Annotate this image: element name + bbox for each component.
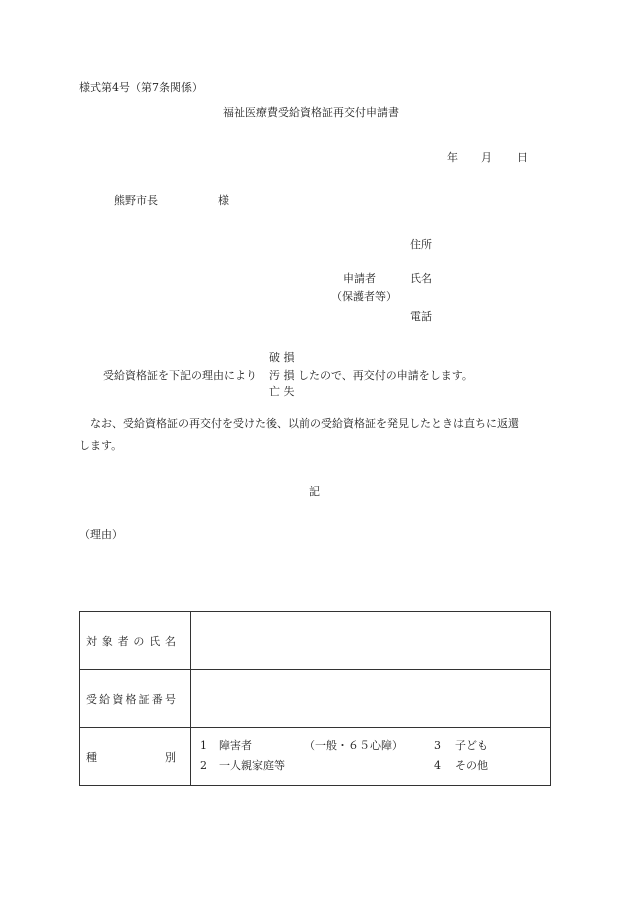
notice-line-1: なお、受給資格証の再交付を受けた後、以前の受給資格証を発見したときは直ちに返還 [90,417,519,430]
category-3-number: 3 [434,739,441,752]
category-4-label[interactable]: その他 [455,759,488,772]
ki-mark: 記 [309,485,320,498]
info-table [79,611,551,786]
cert-number-field[interactable] [191,670,551,728]
date-day: 日 [517,151,528,164]
addressee-honorific: 様 [218,194,229,207]
option-lost: 亡 失 [269,385,295,398]
category-2-label[interactable]: 一人親家庭等 [219,759,285,772]
category-3-label[interactable]: 子ども [455,739,488,752]
category-1-note: （一般・６５心障） [304,739,403,752]
request-text-after: したので、再交付の申請をします。 [298,369,473,382]
label-char: 証 [138,692,150,706]
label-char: 種 [86,750,97,764]
label-char: 氏 [149,634,161,648]
form-title: 福祉医療費受給資格証再交付申請書 [223,106,399,119]
target-name-label [80,612,191,670]
applicant-label: 申請者 [343,272,376,285]
cert-number-label [80,670,191,728]
category-1-number: 1 [200,739,207,752]
phone-label: 電話 [410,310,432,323]
table-row [80,612,551,670]
category-4-number: 4 [434,759,441,772]
label-char: の [133,634,145,648]
category-2-number: 2 [200,759,207,772]
form-number: 様式第4号（第7条関係） [79,81,203,94]
target-name-field[interactable] [191,612,551,670]
applicant-sub-label: （保護者等） [331,290,397,303]
category-options [191,728,551,786]
label-char: 対 [86,634,97,648]
label-char: 格 [125,692,137,706]
address-label: 住所 [410,238,432,251]
reason-label: （理由） [79,528,123,541]
notice-line-2: します。 [79,439,123,452]
label-char: 給 [99,692,111,706]
category-1-label[interactable]: 障害者 [219,739,252,752]
option-soiled: 汚 損 [269,369,295,382]
date-month: 月 [481,151,492,164]
label-char: 受 [86,692,97,706]
label-char: 資 [112,692,124,706]
table-row [80,670,551,728]
label-char: 別 [165,750,176,764]
addressee-mayor: 熊野市長 [114,194,158,207]
date-year: 年 [447,151,458,164]
table-row [80,728,551,786]
label-char: 者 [117,634,129,648]
label-char: 象 [101,634,113,648]
label-char: 号 [164,692,176,706]
option-damaged: 破 損 [269,351,295,364]
name-label: 氏名 [410,272,432,285]
category-label [80,728,191,786]
label-char: 名 [164,634,176,648]
label-char: 番 [151,692,163,706]
request-text-before: 受給資格証を下記の理由により [103,369,257,382]
